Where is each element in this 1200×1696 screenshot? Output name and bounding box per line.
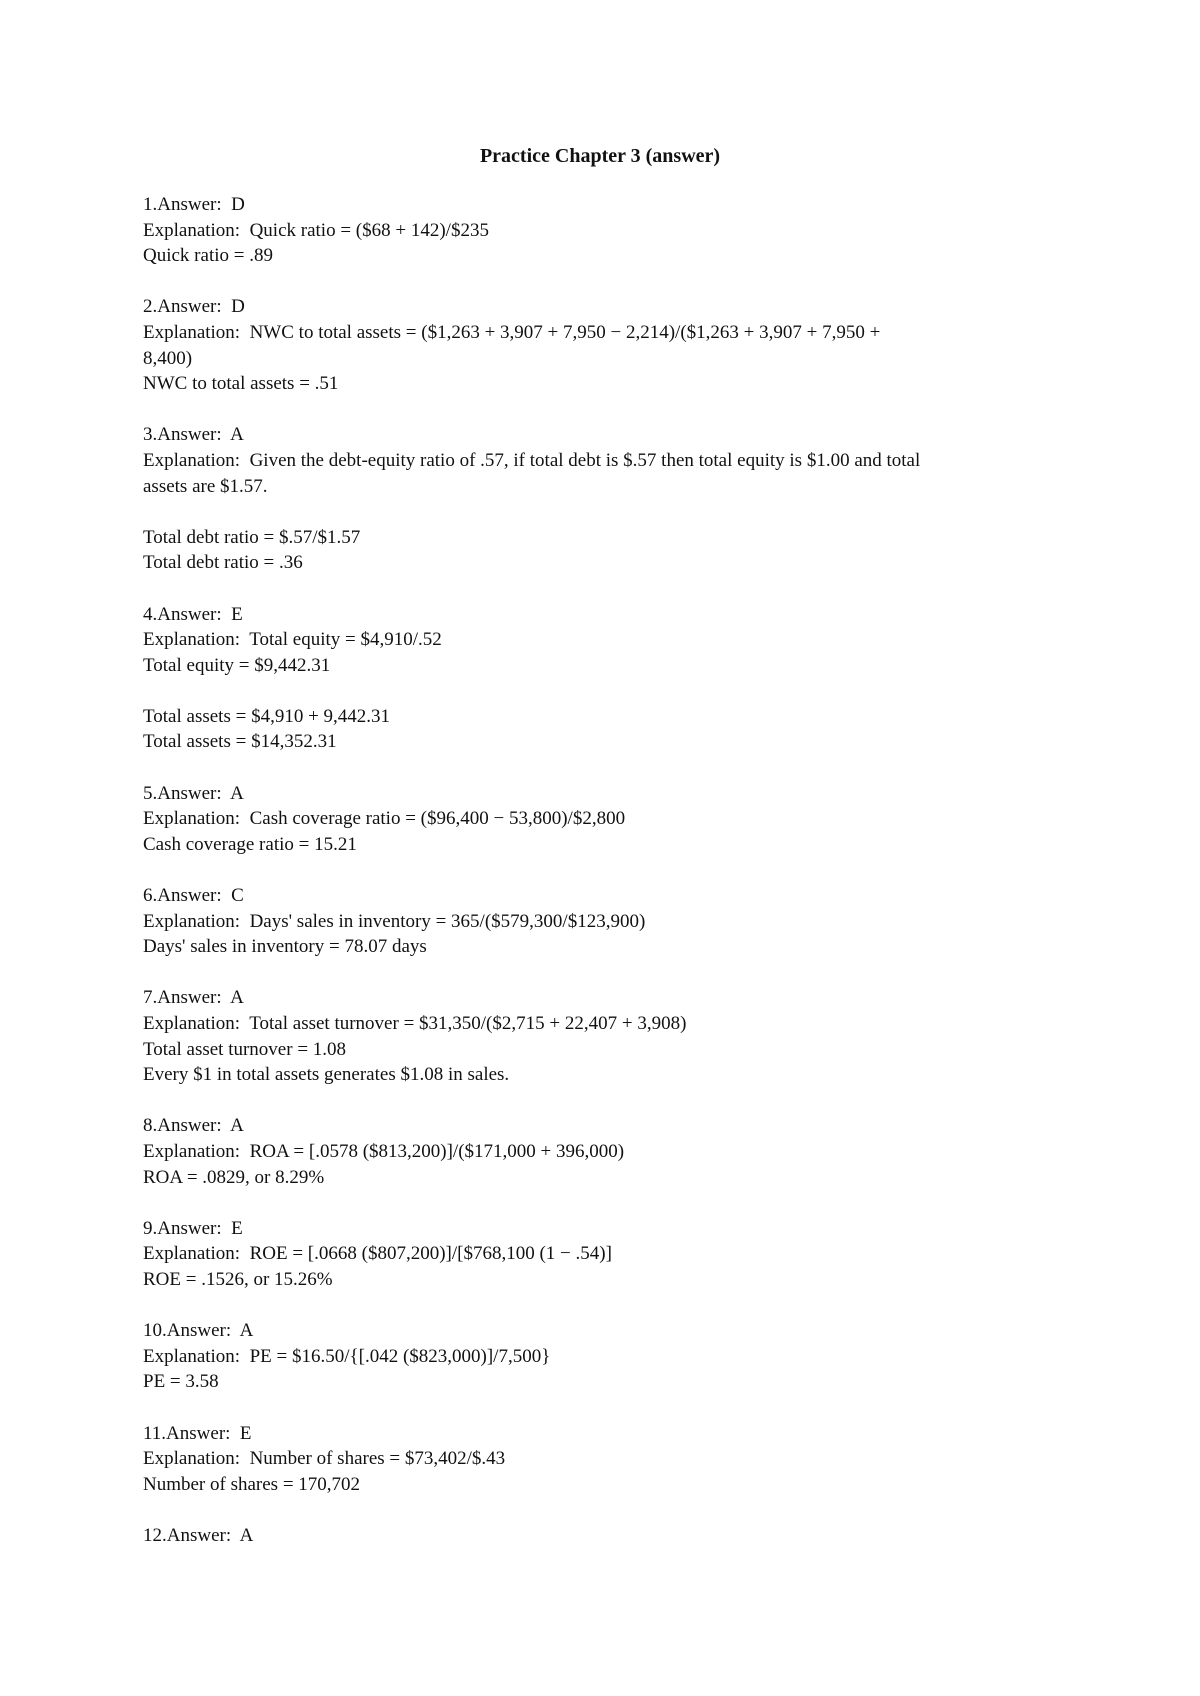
answer-line: Total debt ratio = $.57/$1.57 [143, 526, 361, 548]
answer-number: 9.Answer: E [143, 1217, 243, 1239]
answer-block [143, 602, 1063, 781]
answer-line: 8,400) [143, 347, 193, 369]
answer-block [143, 192, 1063, 294]
answer-block [143, 883, 1063, 985]
answer-number: 6.Answer: C [143, 885, 244, 907]
answer-line: Total assets = $14,352.31 [143, 731, 337, 753]
answer-line: PE = 3.58 [143, 1371, 219, 1393]
answer-block [143, 294, 1063, 422]
answer-block [143, 985, 1063, 1113]
block-spacer [143, 1293, 1063, 1319]
answer-line: Explanation: Number of shares = $73,402/$.43 [143, 1448, 506, 1470]
answer-number: 7.Answer: A [143, 987, 244, 1009]
block-spacer [143, 960, 1063, 986]
block-spacer [143, 397, 1063, 423]
answer-line: Every $1 in total assets generates $1.08 in sales. [143, 1064, 510, 1086]
answer-block [143, 1523, 1063, 1549]
page-title: Practice Chapter 3 (answer) [479, 145, 721, 167]
answer-number: 4.Answer: E [143, 603, 243, 625]
answer-block [143, 1318, 1063, 1420]
block-spacer [143, 1088, 1063, 1114]
answer-number: 10.Answer: A [143, 1320, 254, 1342]
answer-number: 12.Answer: A [143, 1524, 254, 1546]
blank-line [143, 499, 1063, 525]
block-spacer [143, 269, 1063, 295]
answer-line: Number of shares = 170,702 [143, 1473, 361, 1495]
answer-line: Total asset turnover = 1.08 [143, 1038, 347, 1060]
answer-line: Total assets = $4,910 + 9,442.31 [143, 705, 391, 727]
block-spacer [143, 1497, 1063, 1523]
answer-line: Total debt ratio = .36 [143, 552, 303, 574]
answer-line: Explanation: ROE = [.0668 ($807,200)]/[$768,100 (1 − .54)] [143, 1243, 612, 1265]
block-spacer [143, 857, 1063, 883]
answer-block [143, 1216, 1063, 1318]
block-spacer [143, 755, 1063, 781]
answer-block [143, 781, 1063, 883]
answer-line: ROA = .0829, or 8.29% [143, 1166, 325, 1188]
block-spacer [143, 1190, 1063, 1216]
answer-line: Days' sales in inventory = 78.07 days [143, 936, 427, 958]
answer-line: assets are $1.57. [143, 475, 268, 497]
answer-line: Explanation: Quick ratio = ($68 + 142)/$235 [143, 219, 489, 241]
answer-line: Quick ratio = .89 [143, 245, 273, 267]
answer-line: Explanation: Total equity = $4,910/.52 [143, 629, 442, 651]
answer-block [143, 422, 1063, 601]
answer-line: Explanation: Given the debt-equity ratio of .57, if total debt is $.57 then total equity is $1.00 and total [143, 449, 921, 471]
answer-number: 3.Answer: A [143, 424, 244, 446]
answer-number: 5.Answer: A [143, 782, 244, 804]
blank-line [143, 678, 1063, 704]
answer-line: Explanation: Days' sales in inventory = 365/($579,300/$123,900) [143, 910, 646, 932]
answer-block [143, 1421, 1063, 1523]
answer-list [143, 192, 1063, 1548]
answer-line: Explanation: Cash coverage ratio = ($96,400 − 53,800)/$2,800 [143, 808, 626, 830]
answer-number: 1.Answer: D [143, 194, 245, 215]
answer-line: Total equity = $9,442.31 [143, 654, 331, 676]
answer-line: Explanation: Total asset turnover = $31,350/($2,715 + 22,407 + 3,908) [143, 1013, 687, 1034]
answer-number: 11.Answer: E [143, 1422, 252, 1444]
answer-number: 8.Answer: A [143, 1115, 244, 1137]
answer-block [143, 1113, 1063, 1215]
answer-line: NWC to total assets = .51 [143, 373, 339, 395]
block-spacer [143, 576, 1063, 602]
answer-line: Explanation: NWC to total assets = ($1,263 + 3,907 + 7,950 − 2,214)/($1,263 + 3,907 + 7,950 + [143, 321, 881, 343]
block-spacer [143, 1395, 1063, 1421]
answer-line: Cash coverage ratio = 15.21 [143, 833, 357, 855]
answer-number: 2.Answer: D [143, 296, 245, 318]
answer-line: Explanation: PE = $16.50/{[.042 ($823,000)]/7,500} [143, 1345, 551, 1367]
answer-line: ROE = .1526, or 15.26% [143, 1268, 333, 1290]
answer-line: Explanation: ROA = [.0578 ($813,200)]/($171,000 + 396,000) [143, 1140, 625, 1162]
